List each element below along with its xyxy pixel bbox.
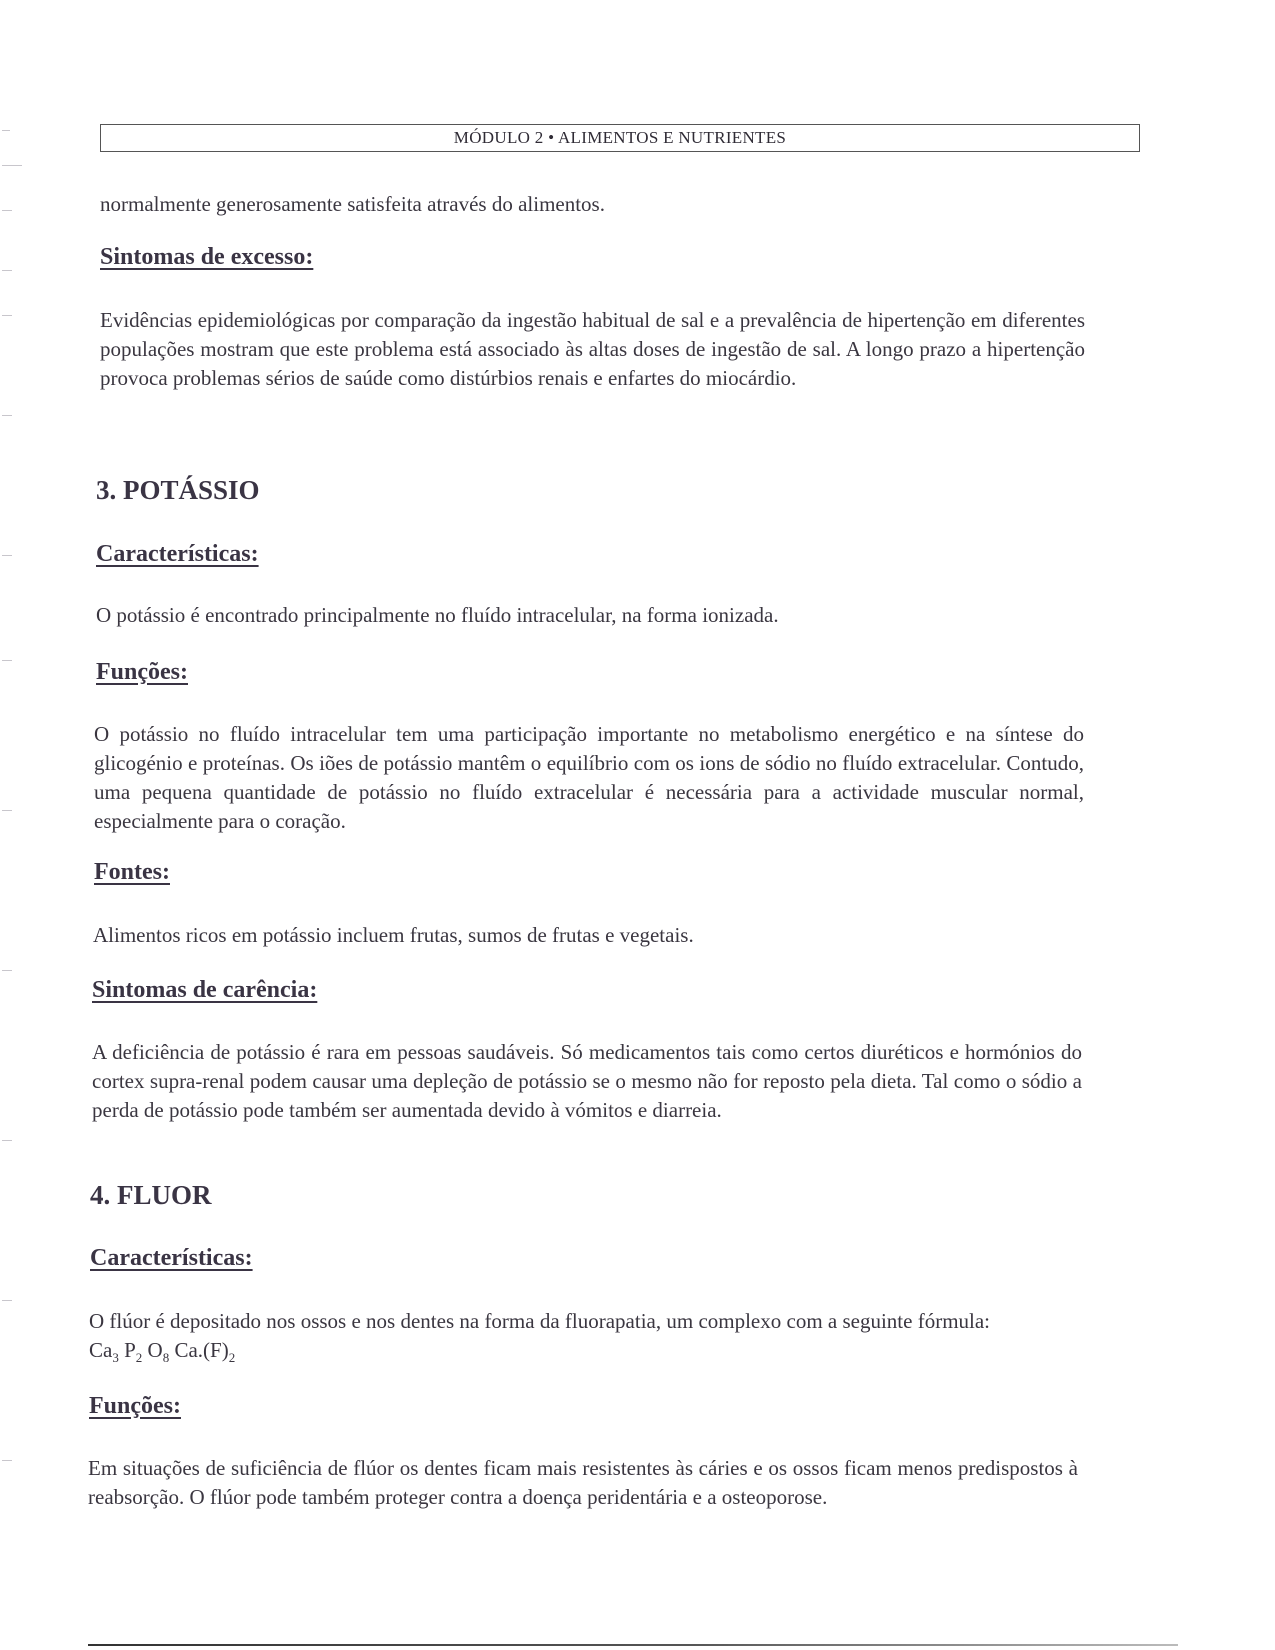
potassio-deficiency-paragraph: A deficiência de potássio é rara em pessoas saudáveis. Só medicamentos tais como certos diuréticos e hormónios do cortex supra-renal podem causar uma depleção de potássio se o mesmo não for reposto pela dieta. Tal como o sódio a perda de potássio pode também ser aumentada devido à vómitos e diarreia. xyxy=(92,1040,1082,1122)
heading-potassio-sources: Fontes: xyxy=(94,859,170,885)
bottom-rule xyxy=(88,1644,1178,1646)
heading-potassio-characteristics: Características: xyxy=(96,541,259,567)
section-title-fluor: 4. FLUOR xyxy=(90,1180,212,1210)
potassio-functions-paragraph: O potássio no fluído intracelular tem uma participação importante no metabolismo energético e na síntese do glicogénio e proteínas. Os iões de potássio mantêm o equilíbrio com os ions de sódio no fluído extracelular. Contudo, uma pequena quantidade de potássio no fluído extracelular é necessária para a actividade muscular normal, especialmente para o coração. xyxy=(94,722,1084,833)
fluor-characteristics-text: O flúor é depositado nos ossos e nos dentes na forma da fluorapatia, um complexo com a seguinte fórmula: xyxy=(89,1309,991,1333)
module-header xyxy=(100,124,1140,152)
fluorapatite-formula: $Ca_3$ $P_2$ $O_8$ $Ca.(F)_2$ xyxy=(89,1338,236,1365)
potassio-sources-paragraph: Alimentos ricos em potássio incluem frutas, sumos de frutas e vegetais. xyxy=(93,923,694,947)
excess-paragraph: Evidências epidemiológicas por comparação da ingestão habitual de sal e a prevalência de hipertenção em diferentes populações mostram que este problema está associado às altas doses de ingestão de sal. A longo prazo a hipertenção provoca problemas sérios de saúde como distúrbios renais e enfartes do miocárdio. xyxy=(100,308,1085,390)
fluor-characteristics-paragraph xyxy=(89,1307,1081,1372)
fluor-functions-paragraph: Em situações de suficiência de flúor os dentes ficam mais resistentes às cáries e os ossos ficam menos predispostos à reabsorção. O flúor pode também proteger contra a doença peridentária e a osteoporose. xyxy=(88,1456,1078,1509)
scan-margin-marks xyxy=(0,0,30,1650)
potassio-characteristics-paragraph: O potássio é encontrado principalmente no fluído intracelular, na forma ionizada. xyxy=(96,603,779,627)
intro-paragraph: normalmente generosamente satisfeita através do alimentos. xyxy=(100,192,605,216)
module-header-title: MÓDULO 2 • ALIMENTOS E NUTRIENTES xyxy=(453,128,787,147)
heading-fluor-characteristics: Características: xyxy=(90,1245,253,1271)
heading-excess-symptoms: Sintomas de excesso: xyxy=(100,244,314,270)
section-title-potassio: 3. POTÁSSIO xyxy=(96,475,260,505)
heading-potassio-deficiency: Sintomas de carência: xyxy=(92,977,318,1003)
heading-fluor-functions: Funções: xyxy=(89,1393,181,1419)
heading-potassio-functions: Funções: xyxy=(96,659,188,685)
